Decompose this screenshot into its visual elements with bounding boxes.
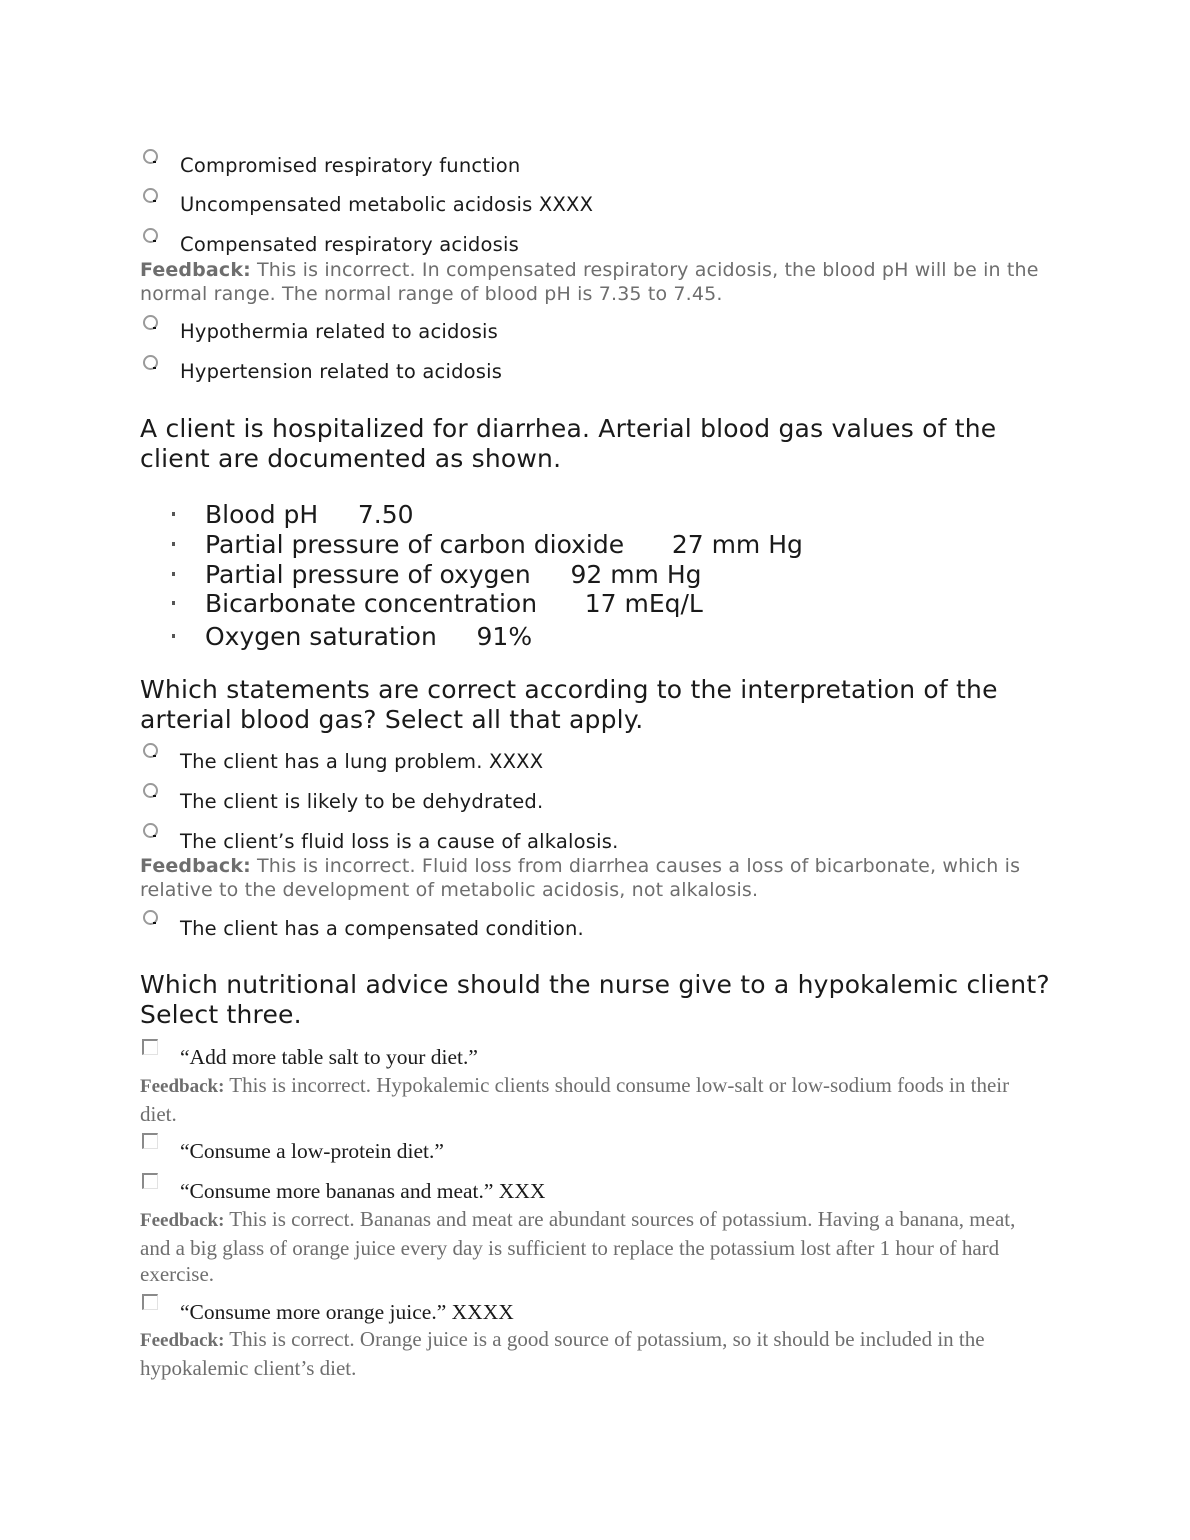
- option-label: Hypothermia related to acidosis: [180, 320, 499, 343]
- option-label: Compromised respiratory function: [180, 154, 521, 177]
- radio-button-icon[interactable]: [142, 909, 159, 926]
- checkbox-icon[interactable]: [142, 1294, 158, 1310]
- radio-button-icon[interactable]: [142, 822, 159, 839]
- checkbox-icon[interactable]: [142, 1173, 158, 1189]
- feedback-body: This is incorrect. Fluid loss from diarrhea causes a loss of bicarbonate, which is relative to the development of metabolic acidosis, not alkalosis.: [140, 855, 1021, 901]
- feedback-prefix: Feedback:: [140, 1076, 225, 1097]
- abg-value: 92 mm Hg: [570, 560, 702, 589]
- feedback-text: [140, 854, 1050, 902]
- abg-value: 27 mm Hg: [671, 530, 803, 559]
- bullet-icon: [172, 512, 175, 516]
- feedback-text: [140, 1206, 1050, 1288]
- abg-item-bicarbonate: [205, 589, 703, 618]
- radio-button-icon[interactable]: [142, 782, 159, 799]
- abg-value: 7.50: [357, 500, 414, 529]
- option-label: The client is likely to be dehydrated.: [180, 790, 544, 813]
- abg-item-pco2: [205, 530, 803, 559]
- radio-button-icon[interactable]: [142, 314, 159, 331]
- option-label: “Consume more orange juice.” XXXX: [180, 1300, 514, 1324]
- feedback-body: This is incorrect. In compensated respiratory acidosis, the blood pH will be in the normal range. The normal range of blood pH is 7.35 to 7.45.: [140, 259, 1039, 305]
- bullet-icon: [172, 634, 175, 638]
- abg-label: Partial pressure of carbon dioxide: [205, 530, 625, 559]
- option-label: Hypertension related to acidosis: [180, 360, 503, 383]
- option-label: “Consume more bananas and meat.” XXX: [180, 1179, 546, 1203]
- feedback-prefix: Feedback:: [140, 1210, 225, 1231]
- bullet-icon: [172, 572, 175, 576]
- radio-button-icon[interactable]: [142, 187, 159, 204]
- abg-label: Oxygen saturation: [205, 622, 437, 651]
- option-label: “Consume a low-protein diet.”: [180, 1139, 444, 1163]
- radio-button-icon[interactable]: [142, 227, 159, 244]
- bullet-icon: [172, 601, 175, 605]
- feedback-prefix: Feedback:: [140, 259, 251, 281]
- question-abg-interpretation: Which statements are correct according to the interpretation of the arterial blood gas? Select all that apply.: [140, 675, 998, 734]
- abg-item-oxygen-saturation: [205, 622, 532, 651]
- abg-item-po2: [205, 560, 702, 589]
- radio-button-icon[interactable]: [142, 148, 159, 165]
- feedback-body: This is correct. Orange juice is a good source of potassium, so it should be included in the hypokalemic client’s diet.: [140, 1327, 985, 1380]
- feedback-text: [140, 1326, 1050, 1381]
- radio-button-icon[interactable]: [142, 354, 159, 371]
- option-label: The client’s fluid loss is a cause of alkalosis.: [180, 830, 619, 853]
- question-stem-diarrhea: A client is hospitalized for diarrhea. Arterial blood gas values of the client are documented as shown.: [140, 414, 997, 473]
- abg-value: 17 mEq/L: [584, 589, 703, 618]
- abg-label: Partial pressure of oxygen: [205, 560, 531, 589]
- feedback-text: [140, 258, 1050, 306]
- abg-item-blood-ph: [205, 500, 414, 529]
- abg-label: Bicarbonate concentration: [205, 589, 538, 618]
- feedback-text: [140, 1072, 1050, 1127]
- option-label: The client has a lung problem. XXXX: [180, 750, 544, 773]
- checkbox-icon[interactable]: [142, 1039, 158, 1055]
- abg-value: 91%: [476, 622, 533, 651]
- option-label: Uncompensated metabolic acidosis XXXX: [180, 193, 594, 216]
- feedback-prefix: Feedback:: [140, 855, 251, 877]
- feedback-body: This is correct. Bananas and meat are abundant sources of potassium. Having a banana, meat, and a big glass of orange juice every day is sufficient to replace the potassium lost after 1 hour of hard exercise.: [140, 1207, 1016, 1286]
- option-label: “Add more table salt to your diet.”: [180, 1045, 478, 1069]
- feedback-body: This is incorrect. Hypokalemic clients should consume low-salt or low-sodium foods in their diet.: [140, 1073, 1010, 1126]
- question-nutritional-advice: Which nutritional advice should the nurse give to a hypokalemic client? Select three.: [140, 970, 1050, 1029]
- radio-button-icon[interactable]: [142, 742, 159, 759]
- option-label: The client has a compensated condition.: [180, 917, 584, 940]
- feedback-prefix: Feedback:: [140, 1330, 225, 1351]
- checkbox-icon[interactable]: [142, 1133, 158, 1149]
- option-label: Compensated respiratory acidosis: [180, 233, 519, 256]
- bullet-icon: [172, 542, 175, 546]
- abg-label: Blood pH: [205, 500, 319, 529]
